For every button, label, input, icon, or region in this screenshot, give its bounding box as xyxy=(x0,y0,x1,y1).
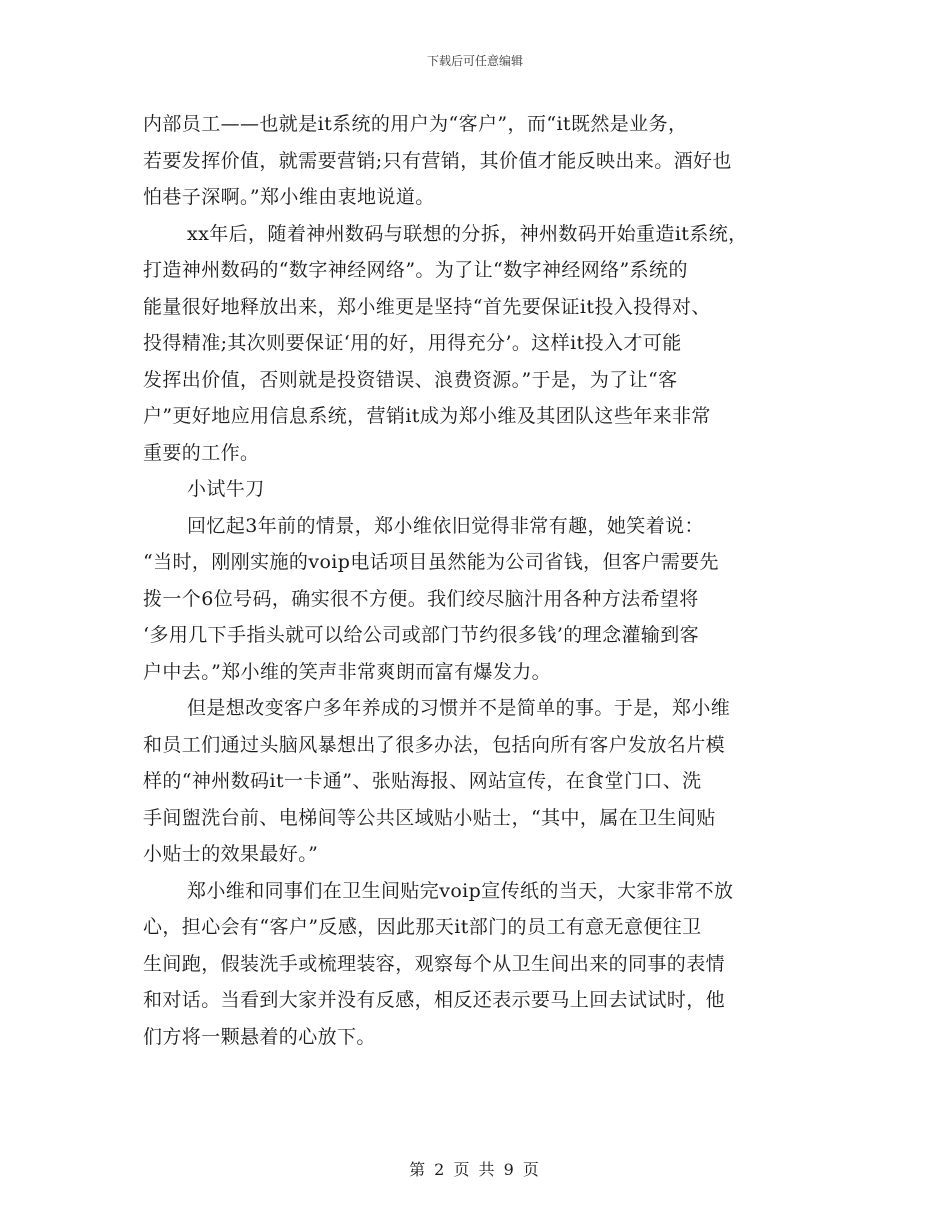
text-line: 重要的工作。 xyxy=(143,441,260,464)
text-line: 投得精准;其次则要保证‘用的好，用得充分’。这样it投入才可能 xyxy=(143,332,682,354)
text-line: 和员工们通过头脑风暴想出了很多办法，包括向所有客户发放名片模 xyxy=(143,733,726,756)
text-line: 户”更好地应用信息系统，营销it成为郑小维及其团队这些年来非常 xyxy=(143,405,711,427)
page-header: 下载后可任意编辑 xyxy=(426,54,523,68)
text-line: 小贴士的效果最好。” xyxy=(143,843,319,865)
text-line: 样的“神州数码it一卡通”、张贴海报、网站宣传，在食堂门口、洗 xyxy=(143,770,702,792)
text-line: 若要发挥价值，就需要营销;只有营销，其价值才能反映出来。酒好也 xyxy=(143,149,732,172)
text-line: 生间跑，假装洗手或梳理装容，观察每个从卫生间出来的同事的表情 xyxy=(143,952,726,975)
text-line: 发挥出价值，否则就是投资错误、浪费资源。”于是，为了让“客 xyxy=(143,368,678,391)
text-line: xx年后，随着神州数码与联想的分拆，神州数码开始重造it系统， xyxy=(187,222,748,245)
text-line: ‘多用几下手指头就可以给公司或部门节约很多钱’的理念灌输到客 xyxy=(143,624,700,646)
text-line: 和对话。当看到大家并没有反感，相反还表示要马上回去试试时，他 xyxy=(143,989,726,1011)
text-line: 怕巷子深啊。”郑小维由衷地说道。 xyxy=(143,186,435,208)
text-line: 能量很好地释放出来，郑小维更是坚持“首先要保证it投入投得对、 xyxy=(143,295,711,318)
text-line: 但是想改变客户多年养成的习惯并不是简单的事。于是，郑小维 xyxy=(187,697,731,719)
document-body xyxy=(143,106,833,1055)
text-line: 户中去。”郑小维的笑声非常爽朗而富有爆发力。 xyxy=(143,660,552,683)
section-heading: 小试牛刀 xyxy=(187,478,265,500)
text-line: 手间盥洗台前、电梯间等公共区域贴小贴士，“其中，属在卫生间贴 xyxy=(143,806,716,829)
page-number: 第 2 页 共 9 页 xyxy=(409,1160,541,1179)
text-line: 郑小维和同事们在卫生间贴完voip宣传纸的当天，大家非常不放 xyxy=(187,879,734,902)
text-line: 拨一个6位号码，确实很不方便。我们绞尽脑汁用各种方法希望将 xyxy=(143,587,699,610)
text-line: 们方将一颗悬着的心放下。 xyxy=(143,1025,376,1048)
text-line: 打造神州数码的“数字神经网络”。为了让“数字神经网络”系统的 xyxy=(143,259,688,281)
text-line: 心，担心会有“客户”反感，因此那天it部门的员工有意无意便往卫 xyxy=(143,916,702,938)
text-line: 回忆起3年前的情景，郑小维依旧觉得非常有趣，她笑着说： xyxy=(187,514,704,537)
text-line: “当时，刚刚实施的voip电话项目虽然能为公司省钱，但客户需要先 xyxy=(143,551,719,573)
text-line: 内部员工——也就是it系统的用户为“客户”，而“it既然是业务， xyxy=(143,113,688,135)
